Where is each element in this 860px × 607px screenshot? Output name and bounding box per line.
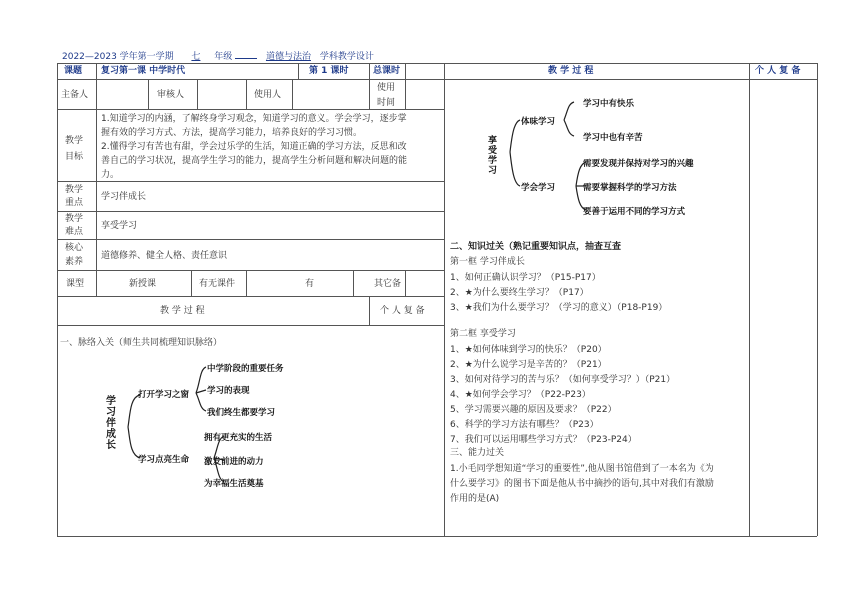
- goals-label: 教学 目标: [65, 136, 84, 162]
- right-mindmap-lines: [490, 90, 740, 220]
- left-mindmap-b1-item2: 学习的表现: [207, 386, 250, 396]
- right-mindmap-b1-item1: 学习中有快乐: [583, 99, 635, 109]
- right-mindmap-branch1: 体味学习: [521, 117, 556, 127]
- reviewer-label: 审核人: [157, 90, 185, 100]
- left-mindmap-b2-item3: 为幸福生活奠基: [204, 479, 264, 489]
- courseware-label: 有无课件: [199, 279, 236, 289]
- right-mindmap-b2-item3: 要善于运用不同的学习方式: [583, 207, 686, 217]
- section1-title: 一、脉络入关（师生共同梳理知识脉络）: [60, 338, 223, 348]
- left-mindmap-branch2: 学习点亮生命: [138, 455, 190, 465]
- grade-value: 七: [191, 52, 201, 62]
- list-item: 3、★我们为什么要学习？（学习的意义）（P18-P19）: [450, 303, 668, 313]
- key-value: 学习伴成长: [101, 192, 147, 202]
- left-personal-header: 个 人 复 备: [380, 306, 425, 316]
- list-item: 7、我们可以运用哪些学习方式？（P23-P24）: [450, 435, 637, 445]
- left-mindmap-b1-item1: 中学阶段的重要任务: [207, 364, 284, 374]
- left-mindmap-b2-item2: 激发前进的动力: [204, 457, 264, 467]
- list-item: 3、如何对待学习的苦与乐？（如何享受学习？）（P21）: [450, 375, 676, 385]
- list-item: 4、★如何学会学习？（P22-P23）: [450, 390, 591, 400]
- list-item: 6、科学的学习方法有哪些？（P23）: [450, 420, 599, 430]
- right-process-header: 教 学 过 程: [548, 66, 594, 76]
- type-label: 课型: [66, 279, 85, 289]
- difficult-label: 教学 难点: [65, 214, 84, 237]
- topic-label: 课题: [64, 66, 83, 76]
- type-value: 新授课: [129, 279, 157, 289]
- right-mindmap-b2-item1: 需要发现并保持对学习的兴趣: [583, 159, 694, 169]
- left-process-header: 教 学 过 程: [160, 306, 205, 316]
- grade-suffix: 年级: [214, 52, 233, 62]
- list-item: 1、如何正确认识学习？（P15-P17）: [450, 273, 601, 283]
- question-text: 1.小毛同学想知道“学习的重要性”,他从图书馆借到了一本名为《为 什么要学习》的图书下面是他从书中摘抄的语句,其中对我们有激励 作用的是(A): [450, 464, 714, 504]
- left-mindmap-lines: [100, 355, 300, 495]
- left-mindmap-root: 学习伴成长: [106, 396, 116, 451]
- total-lessons-label: 总课时: [373, 66, 401, 76]
- goals-text: 1.知道学习的内涵，了解终身学习观念，知道学习的意义。学会学习，逐步掌 握有效的学习方式、方法，提高学习能力，培养良好的学习习惯。 2.懂得学习有苦也有甜，学会过乐学的生活，知道正确的学习方法，反思和改 善自己的学习状况，提高学生学习的能力，提高学生分析问题和解决问题的能 力。: [101, 114, 408, 180]
- courseware-value: 有: [305, 279, 315, 289]
- subject-name: 道德与法治: [265, 52, 311, 62]
- school-year: 2022—2023 学年第一学期: [62, 52, 174, 62]
- left-mindmap-branch1: 打开学习之窗: [138, 390, 190, 400]
- section2-title: 二、知识过关（熟记重要知识点，抽查互查: [450, 242, 622, 252]
- left-mindmap-b1-item3: 我们终生都要学习: [207, 408, 276, 418]
- use-time-label: 使用 时间: [377, 83, 396, 108]
- topic-value: 复习第一课 中学时代: [101, 66, 186, 76]
- difficult-value: 享受学习: [101, 221, 138, 231]
- user-label: 使用人: [254, 90, 282, 100]
- right-mindmap-root: 享受学习: [488, 136, 498, 176]
- frame2-title: 第二框 享受学习: [450, 329, 516, 339]
- literacy-label: 核心 素养: [65, 243, 84, 267]
- document-header: [62, 49, 374, 62]
- right-personal-header: 个 人 复 备: [755, 66, 801, 76]
- frame2-list: [450, 343, 675, 448]
- other-label: 其它备: [374, 279, 402, 289]
- lesson-label: 第 1 课时: [309, 66, 349, 76]
- right-mindmap-b2-item2: 需要掌握科学的学习方法: [583, 183, 677, 193]
- frame1-title: 第一框 学习伴成长: [450, 257, 525, 267]
- left-mindmap-b2-item1: 拥有更充实的生活: [204, 433, 273, 443]
- header-suffix: 学科教学设计: [319, 52, 374, 62]
- list-item: 2、★为什么说学习是辛苦的？（P21）: [450, 360, 607, 370]
- preparer-label: 主备人: [61, 90, 89, 100]
- frame1-list: [450, 271, 667, 316]
- list-item: 2、★为什么要终生学习？（P17）: [450, 288, 589, 298]
- literacy-value: 道德修养、健全人格、责任意识: [101, 251, 228, 261]
- right-mindmap-b1-item2: 学习中也有辛苦: [583, 133, 643, 143]
- section3-title: 三、能力过关: [450, 448, 505, 458]
- right-mindmap-branch2: 学会学习: [521, 183, 556, 193]
- list-item: 1、★如何体味到学习的快乐？（P20）: [450, 345, 607, 355]
- key-label: 教学 重点: [65, 185, 84, 208]
- list-item: 5、学习需要兴趣的原因及要求？（P22）: [450, 405, 617, 415]
